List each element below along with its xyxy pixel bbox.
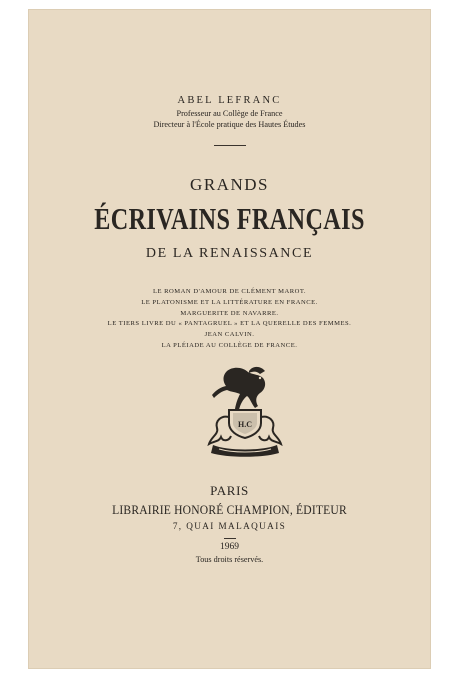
contents-item: LE TIERS LIVRE DU « PANTAGRUEL » ET LA QUERELLE DES FEMMES. — [107, 320, 352, 328]
divider-rule-small — [224, 538, 236, 539]
title-line-2: ÉCRIVAINS FRANÇAIS — [94, 201, 365, 236]
contents-item: JEAN CALVIN. — [204, 331, 255, 339]
author-affiliation-2: Directeur à l'École pratique des Hautes Études — [153, 120, 306, 129]
imprint-address: 7, QUAI MALAQUAIS — [172, 521, 287, 531]
rearing-horse-shield-emblem-icon — [203, 365, 288, 461]
imprint-rights: Tous droits réservés. — [195, 555, 264, 564]
title-line-1: GRANDS — [190, 175, 269, 194]
author-affiliation-1: Professeur au Collège de France — [176, 109, 283, 118]
contents-item: LE PLATONISME ET LA LITTÉRATURE EN FRANCE. — [141, 298, 318, 306]
author-name: ABEL LEFRANC — [177, 95, 282, 106]
contents-item: LE ROMAN D'AMOUR DE CLÉMENT MAROT. — [152, 288, 307, 295]
monogram-label: H.C — [238, 420, 252, 429]
imprint-city: PARIS — [210, 483, 249, 498]
title-line-3: DE LA RENAISSANCE — [145, 246, 314, 261]
contents-item: MARGUERITE DE NAVARRE. — [180, 309, 279, 317]
imprint-year: 1969 — [220, 542, 239, 552]
contents-item: LA PLÉIADE AU COLLÈGE DE FRANCE. — [161, 341, 298, 349]
divider-rule — [214, 145, 246, 146]
title-page — [28, 9, 431, 669]
imprint-publisher: LIBRAIRIE HONORÉ CHAMPION, ÉDITEUR — [112, 503, 347, 517]
contents-list — [28, 287, 431, 352]
